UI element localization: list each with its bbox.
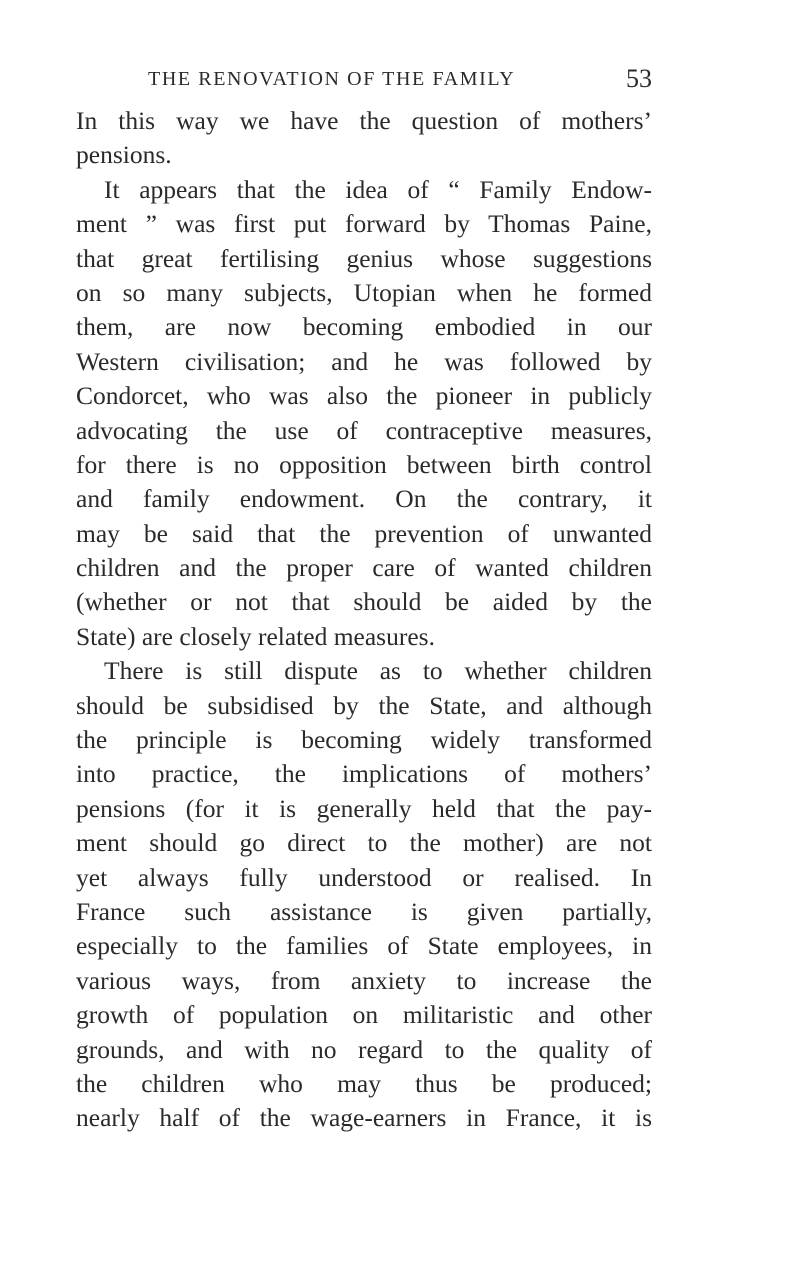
text-line: the principle is becoming widely transformed [76,725,652,755]
text-line: Western civilisation; and he was followed by [76,346,652,376]
text-line: especially to the families of State employees, in [76,931,652,961]
text-line: ment should go direct to the mother) are not [76,828,652,858]
running-head [76,64,652,96]
text-line: for there is no opposition between birth control [76,449,652,479]
text-line: the children who may thus be produced; [76,1068,652,1098]
text-line: may be said that the prevention of unwanted [76,518,652,548]
text-line: It appears that the idea of “ Family Endow- [104,174,652,204]
text-line: them, are now becoming embodied in our [76,312,652,342]
text-line: In this way we have the question of mothers’ [76,106,652,135]
page-number: 53 [626,64,652,93]
text-line: yet always fully understood or realised. In [76,862,652,892]
text-line: advocating the use of contraceptive measures, [76,415,652,445]
text-line: pensions (for it is generally held that the pay- [76,793,652,823]
text-line: pensions. [76,140,172,170]
text-line: Condorcet, who was also the pioneer in publicly [76,381,652,411]
text-line: growth of population on militaristic and other [76,1000,652,1030]
text-line: There is still dispute as to whether children [104,656,652,686]
text-line: State) are closely related measures. [76,621,435,651]
running-title: THE RENOVATION OF THE FAMILY [148,68,516,90]
text-line: into practice, the implications of mothers’ [76,759,652,789]
text-line: ment ” was first put forward by Thomas Paine, [76,209,652,239]
text-line: children and the proper care of wanted children [76,553,652,583]
text-line: on so many subjects, Utopian when he formed [76,277,652,307]
text-line: should be subsidised by the State, and although [76,690,652,720]
text-line: (whether or not that should be aided by the [76,587,652,617]
text-line: nearly half of the wage-earners in France, it is [76,1103,652,1133]
text-line: various ways, from anxiety to increase the [76,965,652,995]
body-text [76,104,652,1136]
text-line: and family endowment. On the contrary, it [76,484,652,514]
text-line: that great fertilising genius whose suggestions [76,243,652,273]
text-line: France such assistance is given partially, [76,896,652,926]
text-line: grounds, and with no regard to the quality of [76,1034,652,1064]
